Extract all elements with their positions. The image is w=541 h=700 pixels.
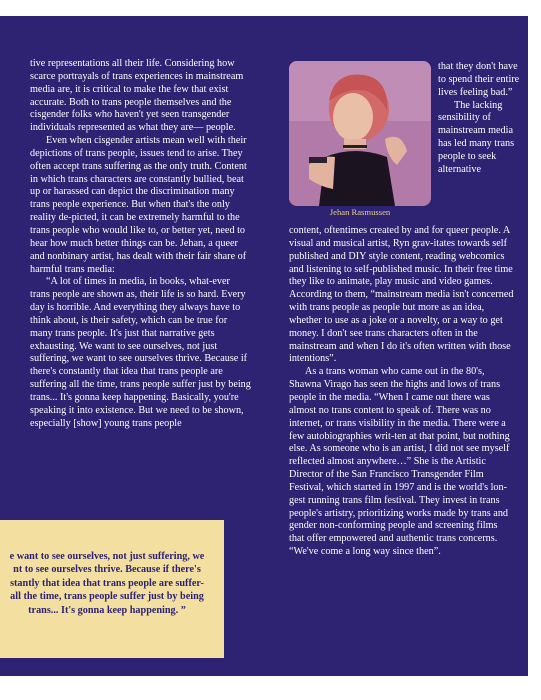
article-paragraph: “A lot of times in media, in books, what-ever trans people are shown as, their life is so hard. Every day is horrible. And everything they always have to think about, is their safety, which can be true for many trans people. It's just that narrative gets exhausting. We want to see ourselves, not just suffering, we want to see ourselves thrive. Because if there's constantly that idea that trans people are suffering all the time, trans people suffer just by being trans... It's gonna keep happening. Basically, you're speaking it into existence. But we need to be shown, especially [show] young trans people: [30, 276, 251, 429]
photo-caption: Jehan Rasmussen: [329, 207, 391, 217]
pull-quote-text: [0, 550, 222, 617]
article-paragraph: that they don't have to spend their entire lives feeling bad.”: [438, 61, 520, 98]
article-paragraph: Even when cisgender artists mean well with their depictions of trans people, issues tend to arise. They often accept trans suffering as the only truth. Content in which trans characters are constantly bullied, beat up or harassed can depict the discrimination many trans people experience. But when that's the only reality de-picted, it can be extremely harmful to the trans people who would like to, or better yet, need to hear how much better things can be. Jehan, a queer and nonbinary artist, has dealt with their fair share of harmful trans media:: [30, 135, 247, 275]
left-article-column: [30, 58, 252, 430]
portrait-photo-icon: [289, 61, 431, 206]
article-paragraph: The lacking sensibility of mainstream media has led many trans people to seek alternative: [438, 99, 515, 175]
right-article-column: [289, 225, 514, 559]
pull-quote-line: all the time, trans people suffer just by being: [10, 591, 204, 603]
article-paragraph: tive representations all their life. Considering how scarce portrayals of trans experiences in mainstream media are, it is critical to make the few that exist accurate. Both to trans people themselves and the cisgender folks who haven't yet seen transgender individuals represented as what they are— people.: [30, 58, 244, 134]
pull-quote-box: [0, 520, 224, 658]
pull-quote-line: stantly that idea that trans people are suffer-: [10, 577, 204, 589]
right-narrow-column: [438, 61, 528, 177]
pull-quote-line: trans... It's gonna keep happening. ”: [28, 604, 186, 616]
pull-quote-line: e want to see ourselves, not just suffering, we: [9, 551, 205, 562]
article-paragraph: As a trans woman who came out in the 80's, Shawna Virago has seen the highs and lows of trans people in the media. “When I came out there was almost no trans content to speak of. There was no internet, or trans visibility in the media. There were a few autobiographies writ-ten at that point, but nothing else. As someone who is an artist, I did not see myself reflected almost anywhere…” She is the Artistic Director of the San Francisco Transgender Film Festival, which started in 1997 and is the world's lon-gest running trans film festival. They invest in trans people's artistry, prioritizing works made by trans and gender non-conforming people and screening films that offer empowered and authentic trans concerns. “We've come a long way since then”.: [289, 366, 510, 558]
pull-quote-line: nt to see ourselves thrive. Because if there's: [13, 564, 201, 576]
portrait-figure: [289, 61, 431, 218]
article-paragraph: content, oftentimes created by and for queer people. A visual and musical artist, Ryn grav-itates towards self published and DIY style content, reading webcomics and listening to self-published music. In their free time they like to animate, play music and video games. According to them, “mainstream media isn't concerned with trans people as people but more as an idea, whether to use as a joke or a novelty, or a way to get money. I don't see trans characters often in the mainstream and when I do it's often written with those intentions”.: [289, 225, 514, 365]
